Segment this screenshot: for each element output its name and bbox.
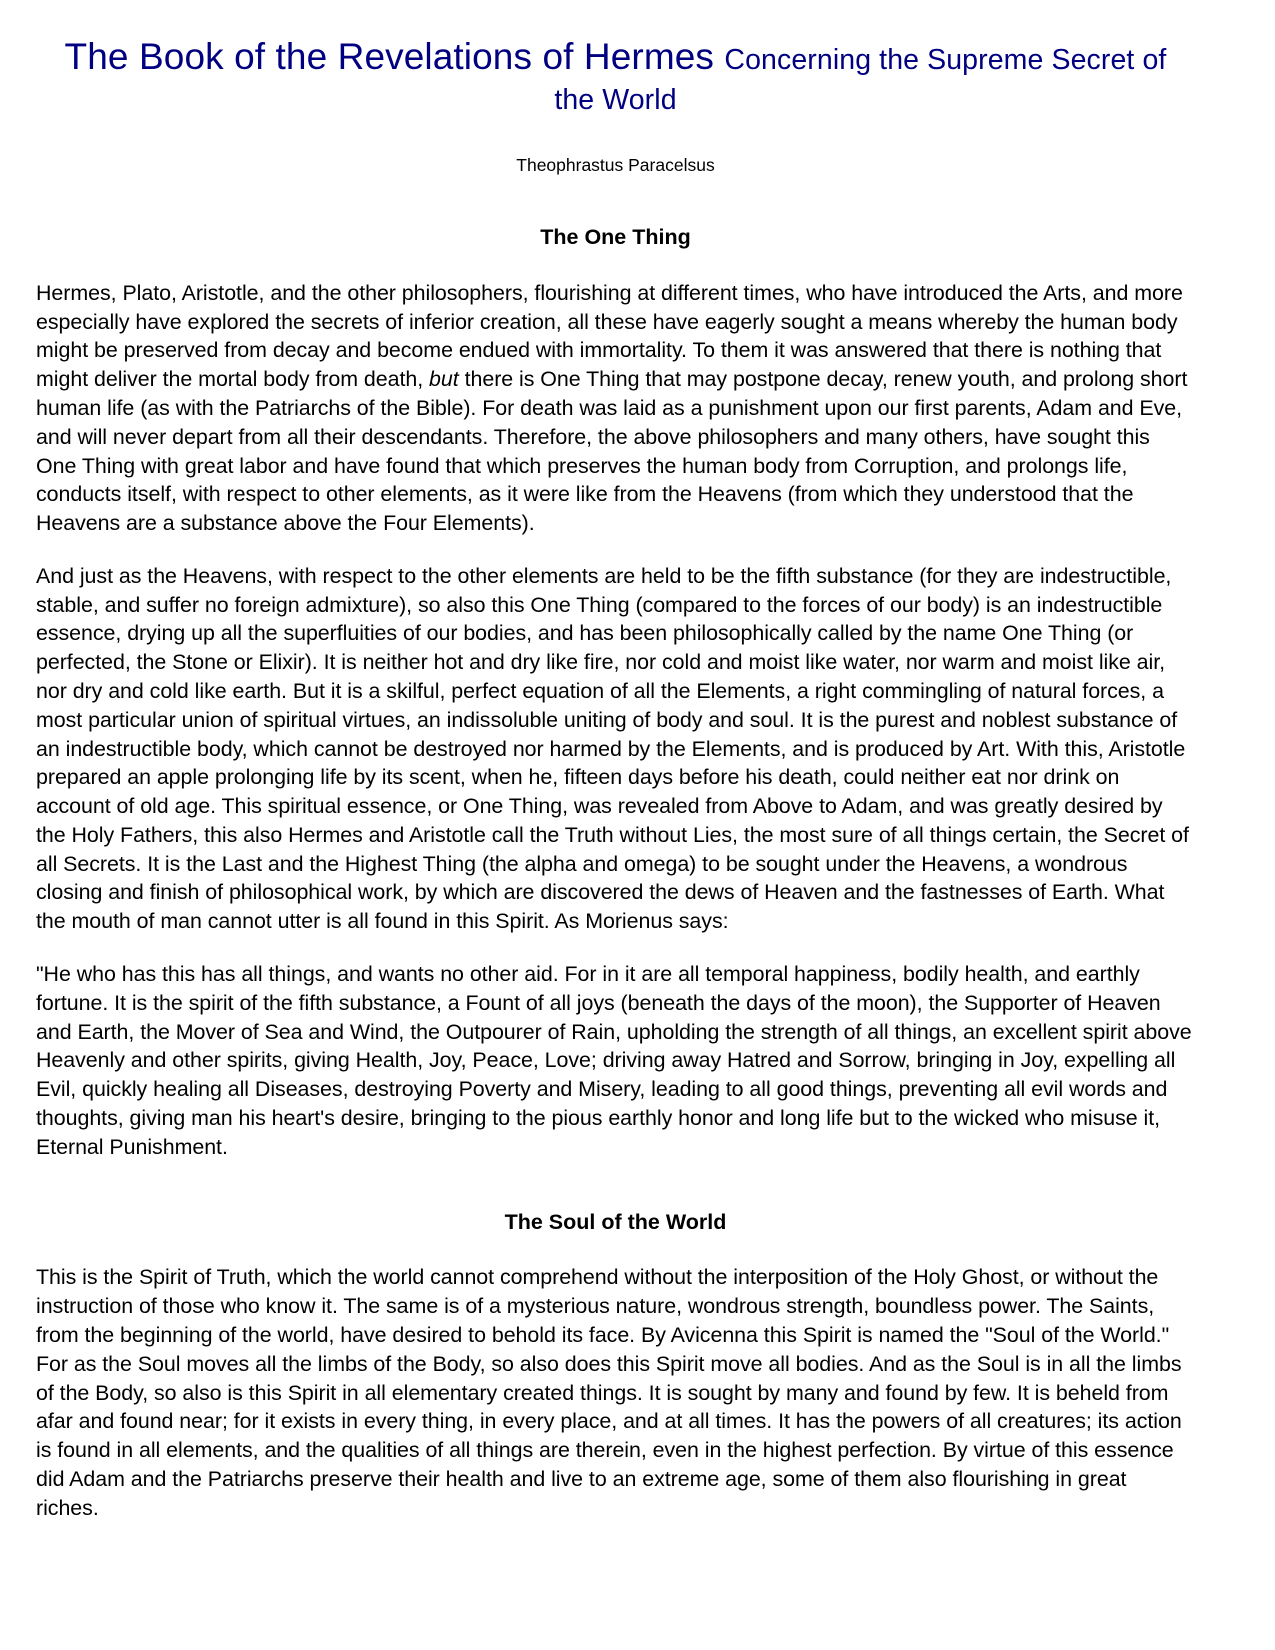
paragraph-spirit-of-truth: This is the Spirit of Truth, which the world cannot comprehend without the interposition of the Holy Ghost, or without the instruction of those who know it. The same is of a mysterious nature, wondrous strength, boundless power. The Saints, from the beginning of the world, have desired to behold its face. By Avicenna this Spirit is named the "Soul of the World." For as the Soul moves all the limbs of the Body, so also does this Spirit move all bodies. And as the Soul is in all the limbs of the Body, so also is this Spirit in all elementary created things. It is sought by many and found by few. It is beheld from afar and found near; for it exists in every thing, in every place, and at all times. It has the powers of all creatures; its action is found in all elements, and the qualities of all things are therein, even in the highest perfection. By virtue of this essence did Adam and the Patriarchs preserve their health and live to an extreme age, some of them also flourishing in great riches.: [36, 1265, 1182, 1520]
emphasized-word-but: but: [429, 367, 459, 392]
paragraph-one-thing-intro: [36, 279, 1195, 538]
paragraph-fifth-substance: And just as the Heavens, with respect to the other elements are held to be the fifth substance (for they are indestructible, stable, and suffer no foreign admixture), so also this One Thing (compared to the forces of our body) is an indestructible essence, drying up all the superfluities of our bodies, and has been philosophically called by the name One Thing (or perfected, the Stone or Elixir). It is neither hot and dry like fire, nor cold and moist like water, nor warm and moist like air, nor dry and cold like earth. But it is a skilful, perfect equation of all the Elements, a right commingling of natural forces, a most particular union of spiritual virtues, an indissoluble uniting of body and soul. It is the purest and noblest substance of an indestructible body, which cannot be destroyed nor harmed by the Elements, and is produced by Art. With this, Aristotle prepared an apple prolonging life by its scent, when he, fifteen days before his death, could neither eat nor drink on account of old age. This spiritual essence, or One Thing, was revealed from Above to Adam, and was greatly desired by the Holy Fathers, this also Hermes and Aristotle call the Truth without Lies, the most sure of all things certain, the Secret of all Secrets. It is the Last and the Highest Thing (the alpha and omega) to be sought under the Heavens, a wondrous closing and finish of philosophical work, by which are discovered the dews of Heaven and the fastnesses of Earth. What the mouth of man cannot utter is all found in this Spirit. As Morienus says:: [36, 563, 1189, 934]
author-byline: Theophrastus Paracelsus: [516, 155, 715, 176]
section-heading-the-soul-of-the-world: The Soul of the World: [504, 1209, 727, 1234]
paragraph-morienus-quote: "He who has this has all things, and wants no other aid. For in it are all temporal happiness, bodily health, and earthly fortune. It is the spirit of the fifth substance, a Fount of all joys (beneath the days of the moon), the Supporter of Heaven and Earth, the Mover of Sea and Wind, the Outpourer of Rain, upholding the strength of all things, an excellent spirit above Heavenly and other spirits, giving Health, Joy, Peace, Love; driving away Hatred and Sorrow, bringing in Joy, expelling all Evil, quickly healing all Diseases, destroying Poverty and Misery, leading to all good things, preventing all evil words and thoughts, giving man his heart's desire, bringing to the pious earthly honor and long life but to the wicked who misuse it, Eternal Punishment.: [36, 962, 1192, 1159]
paragraph-text-part-a: Hermes, Plato, Aristotle, and the other philosophers, flourishing at different times, who have introduced the Arts, and more especially have explored the secrets of inferior creation, all these have eagerly sought a means whereby the human body might be preserved from decay and become endued with immortality. To them it was answered that there is nothing that might deliver the mortal body from death,: [36, 280, 1183, 392]
page-title-subtitle: Concerning the Supreme Secret of the World: [554, 44, 1167, 117]
page-title-main: The Book of the Revelations of Hermes: [64, 36, 725, 77]
page-title: [36, 34, 1195, 118]
section-heading-the-one-thing: The One Thing: [540, 224, 691, 249]
paragraph-text-part-b: there is One Thing that may postpone decay, renew youth, and prolong short human life (as with the Patriarchs of the Bible). For death was laid as a punishment upon our first parents, Adam and Eve, and will never depart from all their descendants. Therefore, the above philosophers and many others, have sought this One Thing with great labor and have found that which preserves the human body from Corruption, and prolongs life, conducts itself, with respect to other elements, as it were like from the Heavens (from which they understood that the Heavens are a substance above the Four Elements).: [36, 367, 1188, 536]
